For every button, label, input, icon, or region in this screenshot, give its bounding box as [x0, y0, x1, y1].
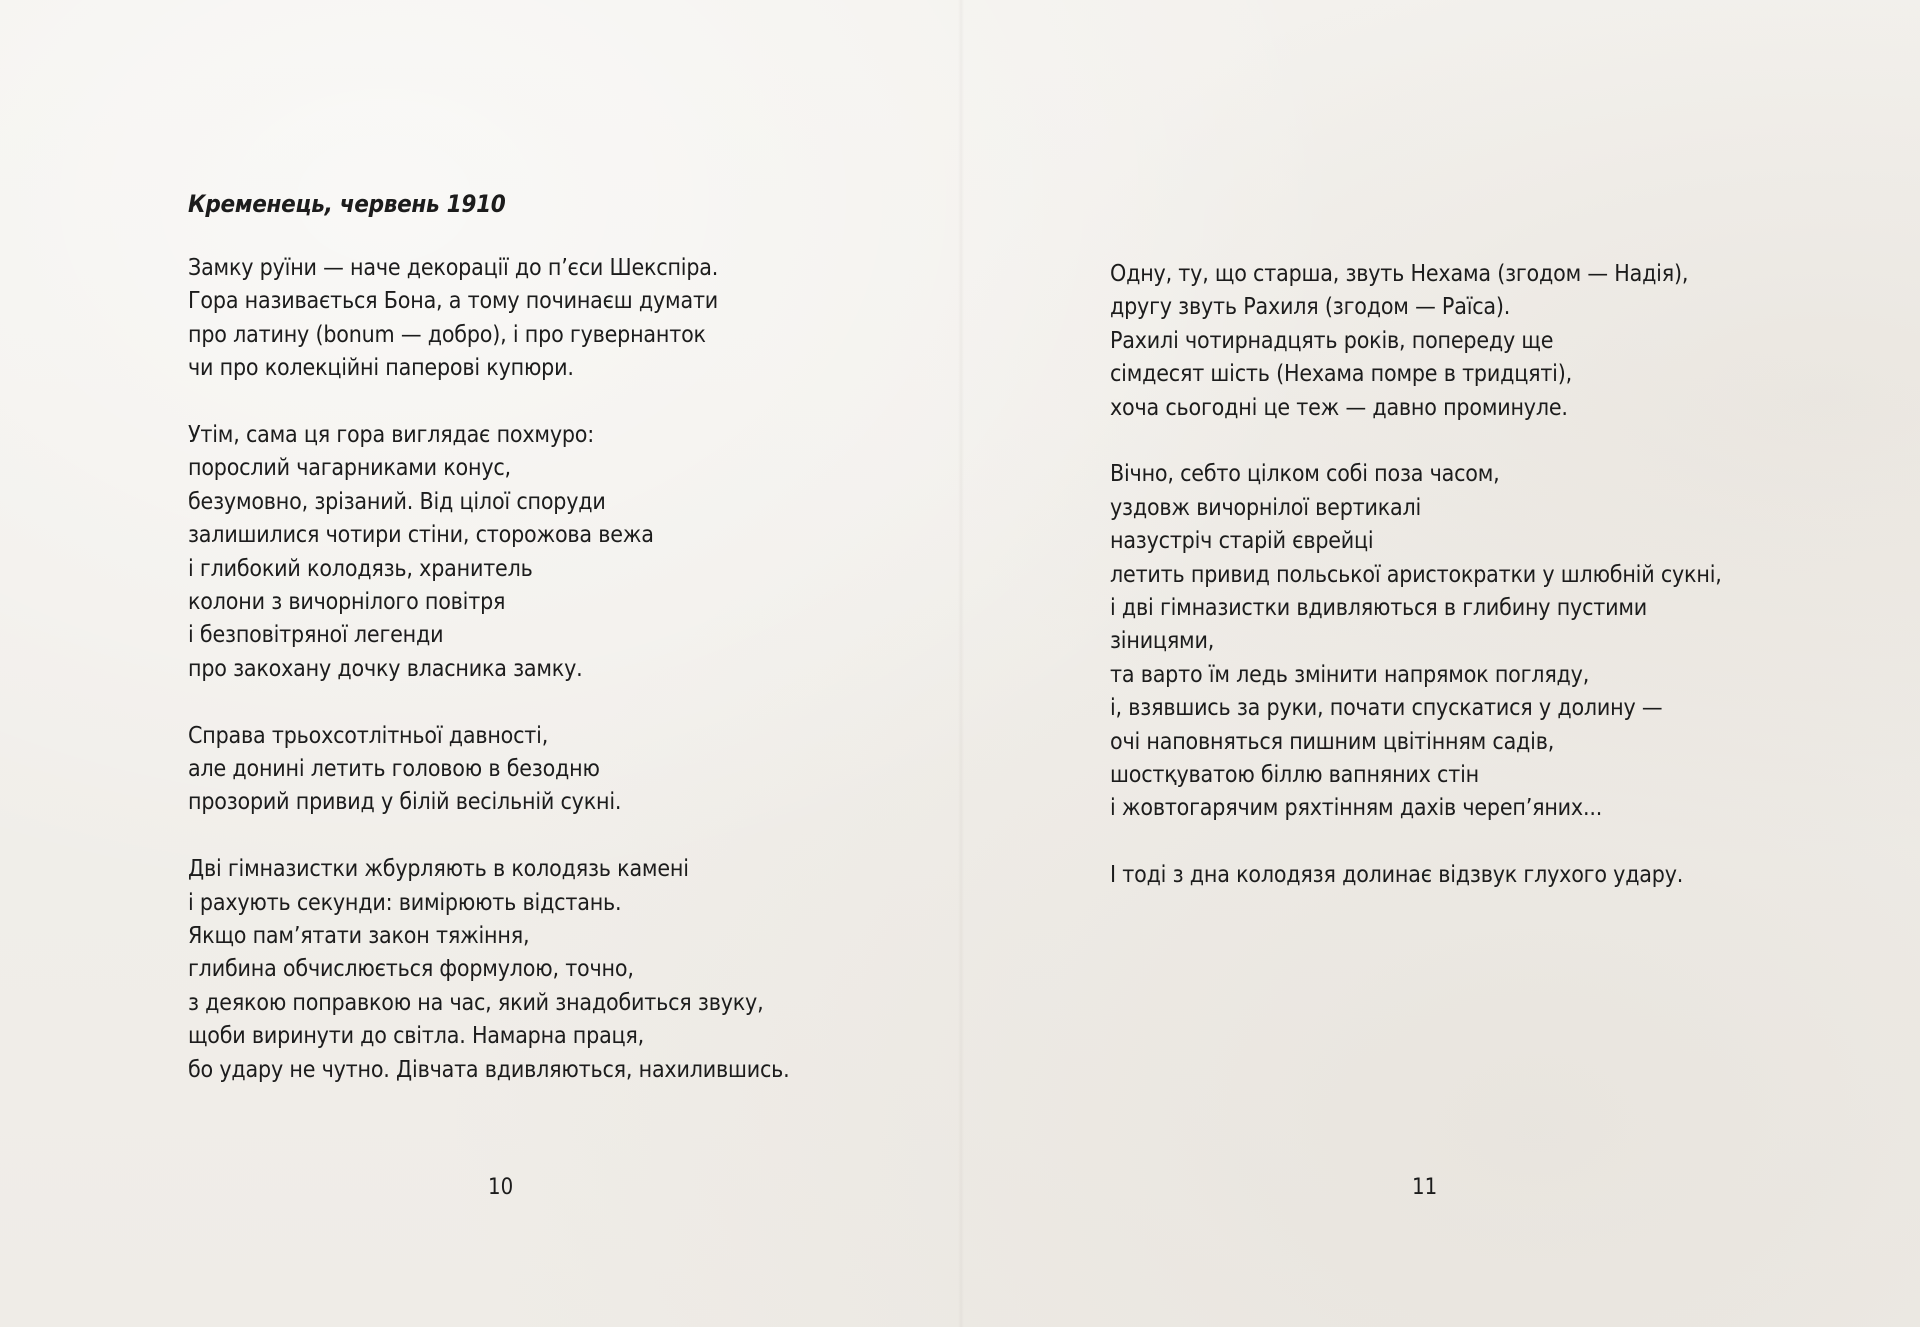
- right-page-text: [1110, 258, 1722, 893]
- poem-line: назустріч старій єврейці: [1110, 528, 1374, 555]
- stanza: [1110, 859, 1722, 892]
- poem-line: другу звуть Рахиля (згодом — Раїса).: [1110, 294, 1511, 321]
- poem-line: уздовж вичорнілої вертикалі: [1110, 494, 1422, 521]
- poem-line: колони з вичорнілого повітря: [188, 589, 506, 616]
- poem-line: шостқуватою біллю вапняних стін: [1110, 762, 1479, 789]
- poem-line: глибина обчислюється формулою, точно,: [188, 956, 634, 983]
- page-number-right: 11: [1412, 1175, 1438, 1200]
- poem-line: прозорий привид у білій весільній сукні.: [188, 789, 622, 816]
- poem-line: Рахилі чотирнадцять років, попереду ще: [1110, 327, 1554, 354]
- poem-line: і безповітряної легенди: [188, 622, 444, 649]
- stanza: [188, 853, 790, 1087]
- poem-line: Вічно, себто цілком собі поза часом,: [1110, 461, 1500, 488]
- poem-line: летить привид польської аристократки у шлюбній сукні,: [1110, 561, 1722, 588]
- stanza: [188, 720, 790, 820]
- right-page: [960, 0, 1920, 1327]
- poem-line: Гора називається Бона, а тому починаєш думати: [188, 288, 719, 315]
- poem-line: безумовно, зрізаний. Від цілої споруди: [188, 488, 606, 515]
- left-page-text: [188, 252, 790, 1087]
- poem-line: про латину (bonum — добро), і про гувернанток: [188, 321, 706, 348]
- poem-line: І тоді з дна колодязя долинає відзвук глухого удару.: [1110, 862, 1684, 889]
- stanza: [188, 252, 790, 386]
- poem-line: порослий чагарниками конус,: [188, 455, 511, 482]
- poem-line: і дві гімназистки вдивляються в глибину пустими: [1110, 595, 1647, 622]
- stanza: [188, 419, 790, 686]
- poem-line: очі наповняться пишним цвітінням садів,: [1110, 728, 1555, 755]
- poem-line: Справа трьохсотлітньої давності,: [188, 722, 549, 749]
- poem-line: але донині летить головою в безодню: [188, 756, 600, 783]
- page-number-left: 10: [488, 1175, 514, 1200]
- poem-line: Одну, ту, що старша, звуть Нехама (згодом — Надія),: [1110, 261, 1689, 287]
- poem-line: про закохану дочку власника замку.: [188, 655, 583, 682]
- poem-line: і глибокий колодязь, хранитель: [188, 555, 533, 582]
- poem-line: зіницями,: [1110, 628, 1215, 655]
- poem-line: Утім, сама ця гора виглядає похмуро:: [188, 422, 595, 449]
- poem-line: Дві гімназистки жбурляють в колодязь камені: [188, 856, 689, 883]
- stanza: [1110, 458, 1722, 825]
- poem-line: залишилися чотири стіни, сторожова вежа: [188, 522, 654, 549]
- poem-line: і рахують секунди: вимірюють відстань.: [188, 889, 622, 916]
- poem-line: Якщо пам’ятати закон тяжіння,: [188, 923, 530, 950]
- poem-line: та варто їм ледь змінити напрямок погляду,: [1110, 661, 1590, 688]
- poem-line: чи про колекційні паперові купюри.: [188, 355, 574, 382]
- poem-line: і жовтогарячим ряхтінням дахів череп’яних...: [1110, 795, 1603, 822]
- poem-line: і, взявшись за руки, почати спускатися у долину —: [1110, 695, 1663, 722]
- poem-line: щоби виринути до світла. Намарна праця,: [188, 1023, 645, 1050]
- poem-line: сімдесят шість (Нехама помре в тридцяті),: [1110, 361, 1572, 388]
- poem-line: з деякою поправкою на час, який знадобиться звуку,: [188, 989, 764, 1016]
- poem-heading: Кременець, червень 1910: [188, 190, 506, 218]
- stanza: [1110, 258, 1722, 425]
- poem-line: Замку руїни — наче декорації до п’єси Шекспіра.: [188, 255, 719, 281]
- poem-line: бо удару не чутно. Дівчата вдивляються, нахилившись.: [188, 1056, 790, 1083]
- poem-line: хоча сьогодні це теж — давно проминуле.: [1110, 394, 1568, 421]
